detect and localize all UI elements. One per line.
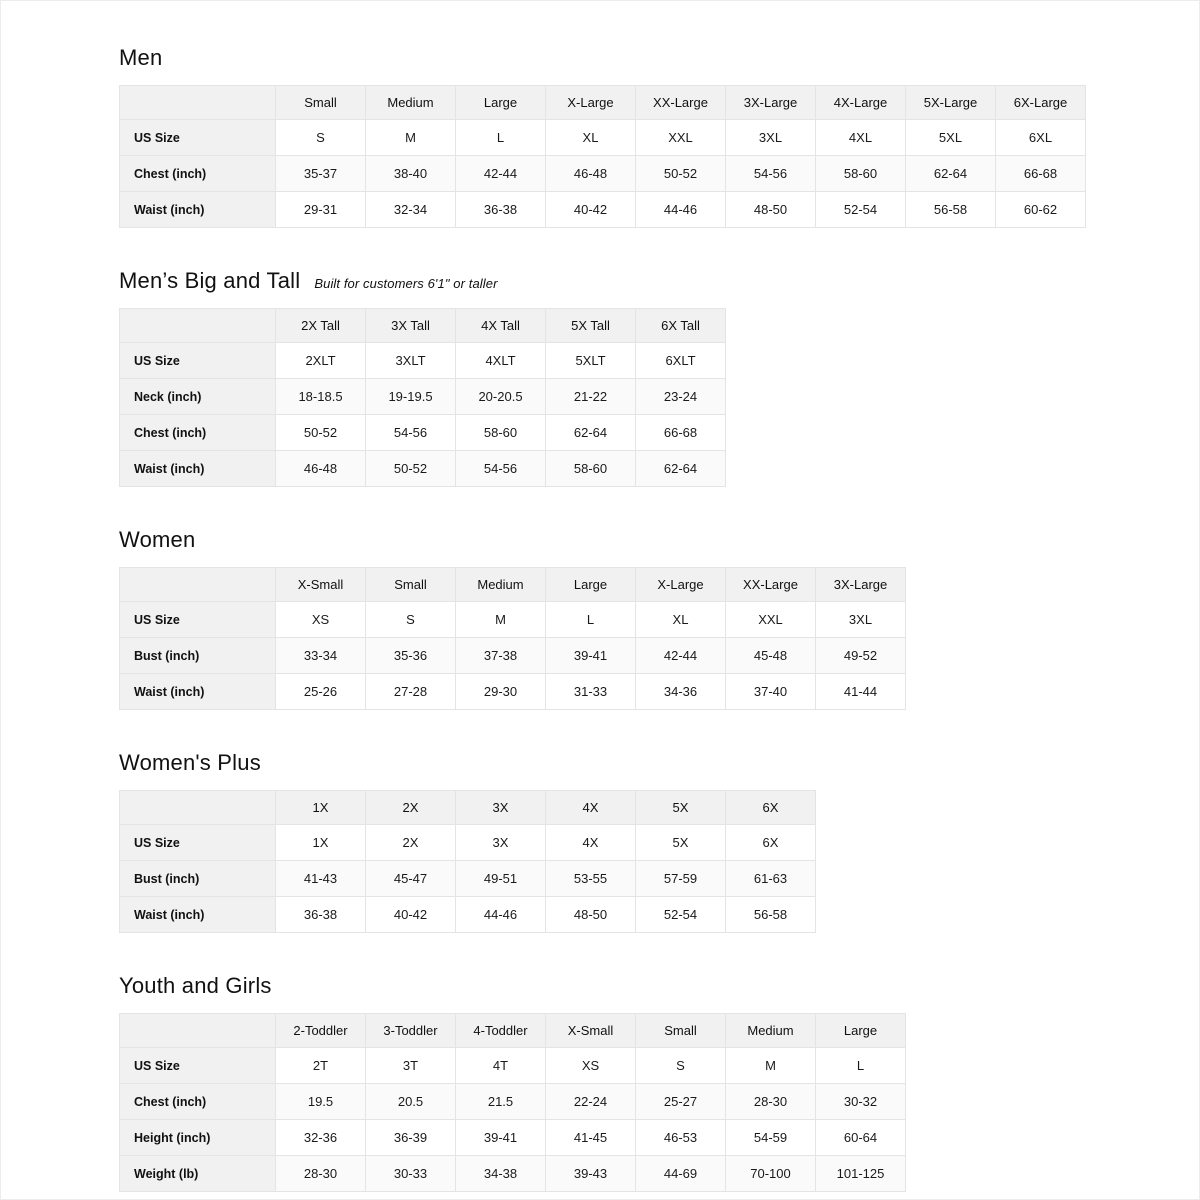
section-youth-and-girls <box>119 973 1159 1192</box>
size-cell: 27-28 <box>366 674 456 710</box>
size-cell: 101-125 <box>816 1156 906 1192</box>
table-row <box>120 415 726 451</box>
table-row <box>120 674 906 710</box>
size-cell: 54-56 <box>366 415 456 451</box>
size-cell: L <box>816 1048 906 1084</box>
row-label: US Size <box>120 602 276 638</box>
section-women <box>119 527 1159 710</box>
size-cell: 35-37 <box>276 156 366 192</box>
header-row <box>120 568 906 602</box>
size-cell: 20-20.5 <box>456 379 546 415</box>
size-cell: 49-52 <box>816 638 906 674</box>
size-cell: 41-45 <box>546 1120 636 1156</box>
size-cell: 5XL <box>906 120 996 156</box>
size-cell: 54-56 <box>456 451 546 487</box>
size-cell: 70-100 <box>726 1156 816 1192</box>
column-header: 3-Toddler <box>366 1014 456 1048</box>
size-cell: 50-52 <box>636 156 726 192</box>
size-cell: 30-33 <box>366 1156 456 1192</box>
size-cell: 2XLT <box>276 343 366 379</box>
size-cell: 28-30 <box>276 1156 366 1192</box>
size-cell: 49-51 <box>456 861 546 897</box>
size-cell: 39-41 <box>456 1120 546 1156</box>
size-cell: 30-32 <box>816 1084 906 1120</box>
size-cell: 39-41 <box>546 638 636 674</box>
column-header: XX-Large <box>726 568 816 602</box>
section-title-women: Women <box>119 527 196 552</box>
column-header: X-Small <box>276 568 366 602</box>
table-row <box>120 120 1086 156</box>
column-header: X-Large <box>636 568 726 602</box>
size-cell: 50-52 <box>366 451 456 487</box>
table-row <box>120 1048 906 1084</box>
column-header: Medium <box>456 568 546 602</box>
corner-cell <box>120 791 276 825</box>
row-label: Neck (inch) <box>120 379 276 415</box>
size-cell: 22-24 <box>546 1084 636 1120</box>
size-cell: 42-44 <box>456 156 546 192</box>
row-label: Bust (inch) <box>120 638 276 674</box>
size-cell: 32-36 <box>276 1120 366 1156</box>
size-cell: 58-60 <box>816 156 906 192</box>
table-row <box>120 825 816 861</box>
table-row <box>120 1120 906 1156</box>
size-cell: 4T <box>456 1048 546 1084</box>
table-row <box>120 451 726 487</box>
section-mens-big-and-tall <box>119 268 1159 487</box>
size-cell: 25-27 <box>636 1084 726 1120</box>
column-header: 4-Toddler <box>456 1014 546 1048</box>
column-header: 5X-Large <box>906 86 996 120</box>
row-label: Weight (lb) <box>120 1156 276 1192</box>
column-header: 6X-Large <box>996 86 1086 120</box>
size-cell: 3XL <box>816 602 906 638</box>
size-cell: 60-62 <box>996 192 1086 228</box>
column-header: Medium <box>366 86 456 120</box>
table-row <box>120 1084 906 1120</box>
size-cell: 56-58 <box>906 192 996 228</box>
size-cell: 6X <box>726 825 816 861</box>
column-header: 3X Tall <box>366 309 456 343</box>
size-cell: 3XLT <box>366 343 456 379</box>
size-cell: 37-40 <box>726 674 816 710</box>
row-label: US Size <box>120 343 276 379</box>
section-title-youth-and-girls: Youth and Girls <box>119 973 272 998</box>
size-cell: 52-54 <box>636 897 726 933</box>
column-header: XX-Large <box>636 86 726 120</box>
column-header: 6X <box>726 791 816 825</box>
table-row <box>120 638 906 674</box>
row-label: Chest (inch) <box>120 415 276 451</box>
size-cell: 46-48 <box>276 451 366 487</box>
size-cell: XL <box>546 120 636 156</box>
size-cell: 25-26 <box>276 674 366 710</box>
size-cell: 2X <box>366 825 456 861</box>
size-cell: 36-39 <box>366 1120 456 1156</box>
size-cell: 5XLT <box>546 343 636 379</box>
size-cell: 44-46 <box>456 897 546 933</box>
section-title-womens-plus: Women's Plus <box>119 750 261 775</box>
column-header: 4X-Large <box>816 86 906 120</box>
column-header: 6X Tall <box>636 309 726 343</box>
size-cell: 33-34 <box>276 638 366 674</box>
size-cell: 44-46 <box>636 192 726 228</box>
row-label: Chest (inch) <box>120 1084 276 1120</box>
size-cell: XXL <box>636 120 726 156</box>
size-cell: 32-34 <box>366 192 456 228</box>
size-cell: 46-48 <box>546 156 636 192</box>
size-cell: 34-38 <box>456 1156 546 1192</box>
column-header: 5X <box>636 791 726 825</box>
column-header: 1X <box>276 791 366 825</box>
size-table-youth-and-girls <box>119 1013 906 1192</box>
column-header: 3X-Large <box>726 86 816 120</box>
column-header: 4X Tall <box>456 309 546 343</box>
size-cell: 50-52 <box>276 415 366 451</box>
row-label: Waist (inch) <box>120 897 276 933</box>
size-cell: 3XL <box>726 120 816 156</box>
size-cell: XS <box>546 1048 636 1084</box>
size-cell: S <box>276 120 366 156</box>
size-cell: 4XLT <box>456 343 546 379</box>
size-cell: 56-58 <box>726 897 816 933</box>
table-row <box>120 343 726 379</box>
section-title-mens-big-and-tall: Men’s Big and Tall Built for customers 6'1" or taller <box>119 268 498 293</box>
section-men <box>119 45 1159 228</box>
size-cell: 44-69 <box>636 1156 726 1192</box>
size-cell: 54-59 <box>726 1120 816 1156</box>
size-cell: 60-64 <box>816 1120 906 1156</box>
size-cell: 38-40 <box>366 156 456 192</box>
size-cell: S <box>636 1048 726 1084</box>
section-subtitle: Built for customers 6'1" or taller <box>314 276 498 291</box>
size-cell: 21.5 <box>456 1084 546 1120</box>
corner-cell <box>120 1014 276 1048</box>
section-womens-plus <box>119 750 1159 933</box>
table-row <box>120 897 816 933</box>
table-row <box>120 379 726 415</box>
column-header: Large <box>456 86 546 120</box>
size-cell: 58-60 <box>546 451 636 487</box>
size-cell: 42-44 <box>636 638 726 674</box>
table-row <box>120 1156 906 1192</box>
size-cell: M <box>366 120 456 156</box>
size-cell: 18-18.5 <box>276 379 366 415</box>
size-cell: 29-31 <box>276 192 366 228</box>
size-table-mens-big-and-tall <box>119 308 726 487</box>
size-cell: 37-38 <box>456 638 546 674</box>
corner-cell <box>120 309 276 343</box>
size-cell: 39-43 <box>546 1156 636 1192</box>
size-chart-sections <box>119 45 1159 1192</box>
size-cell: XS <box>276 602 366 638</box>
column-header: 2-Toddler <box>276 1014 366 1048</box>
size-cell: 2T <box>276 1048 366 1084</box>
size-cell: 6XL <box>996 120 1086 156</box>
size-cell: 35-36 <box>366 638 456 674</box>
header-row <box>120 791 816 825</box>
section-title-men: Men <box>119 45 163 70</box>
size-cell: 62-64 <box>906 156 996 192</box>
size-cell: M <box>726 1048 816 1084</box>
size-cell: 1X <box>276 825 366 861</box>
size-cell: 6XLT <box>636 343 726 379</box>
size-cell: 57-59 <box>636 861 726 897</box>
size-cell: 19.5 <box>276 1084 366 1120</box>
row-label: Waist (inch) <box>120 674 276 710</box>
size-cell: M <box>456 602 546 638</box>
column-header: Medium <box>726 1014 816 1048</box>
size-table-women <box>119 567 906 710</box>
size-cell: 40-42 <box>546 192 636 228</box>
size-cell: 4XL <box>816 120 906 156</box>
size-table-men <box>119 85 1086 228</box>
row-label: Chest (inch) <box>120 156 276 192</box>
column-header: Small <box>636 1014 726 1048</box>
corner-cell <box>120 86 276 120</box>
column-header: 2X <box>366 791 456 825</box>
size-cell: XXL <box>726 602 816 638</box>
size-cell: 28-30 <box>726 1084 816 1120</box>
column-header: 3X <box>456 791 546 825</box>
size-cell: L <box>456 120 546 156</box>
column-header: Large <box>816 1014 906 1048</box>
row-label: US Size <box>120 1048 276 1084</box>
size-cell: 41-44 <box>816 674 906 710</box>
header-row <box>120 1014 906 1048</box>
size-cell: 48-50 <box>726 192 816 228</box>
size-cell: 54-56 <box>726 156 816 192</box>
table-row <box>120 861 816 897</box>
size-cell: 3T <box>366 1048 456 1084</box>
size-cell: 62-64 <box>636 451 726 487</box>
column-header: X-Small <box>546 1014 636 1048</box>
column-header: X-Large <box>546 86 636 120</box>
size-cell: 52-54 <box>816 192 906 228</box>
row-label: Waist (inch) <box>120 451 276 487</box>
row-label: Height (inch) <box>120 1120 276 1156</box>
size-cell: 36-38 <box>276 897 366 933</box>
column-header: Large <box>546 568 636 602</box>
column-header: 3X-Large <box>816 568 906 602</box>
header-row <box>120 309 726 343</box>
size-cell: 5X <box>636 825 726 861</box>
size-cell: 23-24 <box>636 379 726 415</box>
header-row <box>120 86 1086 120</box>
column-header: 4X <box>546 791 636 825</box>
size-cell: 20.5 <box>366 1084 456 1120</box>
size-cell: S <box>366 602 456 638</box>
column-header: 5X Tall <box>546 309 636 343</box>
size-cell: 40-42 <box>366 897 456 933</box>
size-cell: 62-64 <box>546 415 636 451</box>
corner-cell <box>120 568 276 602</box>
size-table-womens-plus <box>119 790 816 933</box>
size-cell: 3X <box>456 825 546 861</box>
size-cell: 48-50 <box>546 897 636 933</box>
row-label: US Size <box>120 120 276 156</box>
size-cell: 4X <box>546 825 636 861</box>
size-cell: 34-36 <box>636 674 726 710</box>
size-cell: 21-22 <box>546 379 636 415</box>
size-cell: 36-38 <box>456 192 546 228</box>
size-cell: 58-60 <box>456 415 546 451</box>
size-cell: 41-43 <box>276 861 366 897</box>
row-label: Waist (inch) <box>120 192 276 228</box>
size-cell: 61-63 <box>726 861 816 897</box>
size-cell: L <box>546 602 636 638</box>
size-cell: 29-30 <box>456 674 546 710</box>
table-row <box>120 602 906 638</box>
size-cell: 45-48 <box>726 638 816 674</box>
size-cell: 19-19.5 <box>366 379 456 415</box>
size-cell: 31-33 <box>546 674 636 710</box>
size-cell: XL <box>636 602 726 638</box>
column-header: Small <box>366 568 456 602</box>
column-header: Small <box>276 86 366 120</box>
row-label: US Size <box>120 825 276 861</box>
size-cell: 45-47 <box>366 861 456 897</box>
table-row <box>120 156 1086 192</box>
column-header: 2X Tall <box>276 309 366 343</box>
table-row <box>120 192 1086 228</box>
size-cell: 53-55 <box>546 861 636 897</box>
row-label: Bust (inch) <box>120 861 276 897</box>
size-cell: 46-53 <box>636 1120 726 1156</box>
size-cell: 66-68 <box>996 156 1086 192</box>
size-cell: 66-68 <box>636 415 726 451</box>
